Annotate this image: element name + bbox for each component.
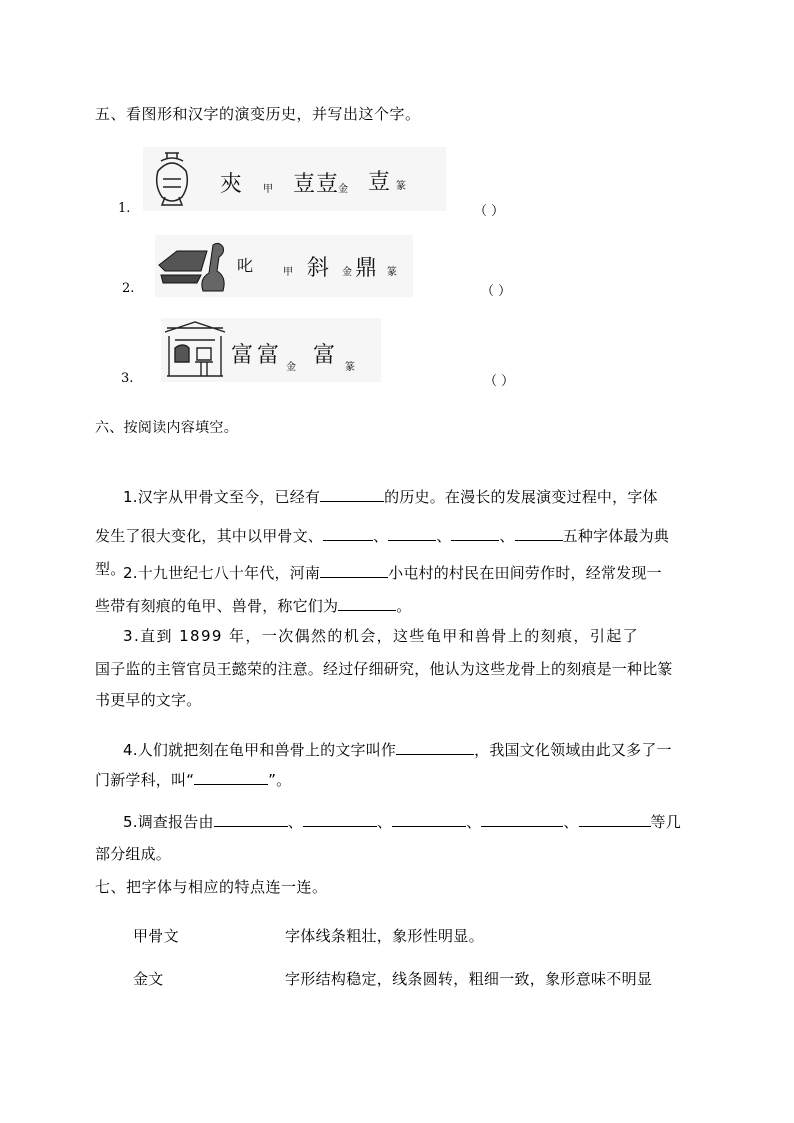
script-feature-2[interactable]: 字形结构稳定，线条圆转，粗细一致，象形意味不明显 — [285, 970, 653, 988]
answer-blank[interactable] — [579, 812, 651, 827]
answer-blank[interactable] — [338, 596, 396, 611]
separator: 、 — [373, 527, 389, 545]
question-text: 的历史。在漫长的发展演变过程中，字体 — [384, 488, 658, 506]
separator: 、 — [563, 813, 579, 831]
evolution-image-1 — [143, 147, 446, 211]
script-label: 篆 — [387, 267, 397, 278]
question-text: 发生了很大变化，其中以甲骨文、 — [95, 527, 324, 545]
script-label: 金 — [338, 184, 348, 195]
script-label: 甲 — [283, 267, 293, 278]
separator: 、 — [376, 813, 393, 831]
question-2-line1 — [123, 557, 723, 590]
answer-blank[interactable] — [303, 812, 377, 827]
question-text: 型。 — [95, 560, 126, 578]
question-text: 门新学科，叫“ — [95, 771, 195, 789]
answer-blank[interactable] — [451, 526, 499, 541]
question-text: ，我国文化领域由此又多了一 — [474, 741, 672, 759]
seal-glyph-3: 富 — [313, 343, 336, 368]
question-2-line2 — [95, 590, 411, 623]
section5-title: 五、看图形和汉字的演变历史，并写出这个字。 — [95, 105, 421, 123]
answer-blank[interactable] — [194, 770, 268, 785]
separator: 、 — [287, 813, 303, 831]
question-text: 4.人们就把刻在龟甲和兽骨上的文字叫作 — [123, 741, 397, 759]
evolution-image-3 — [161, 318, 381, 382]
separator: 、 — [436, 527, 452, 545]
question-5-line2: 部分组成。 — [95, 845, 172, 863]
answer-blank[interactable] — [481, 812, 563, 827]
question-text: 5.调查报告由 — [123, 813, 214, 831]
question-text: 。 — [396, 597, 412, 615]
question-5-line1 — [123, 806, 743, 839]
script-label: 金 — [342, 267, 352, 278]
item-number: 3. — [121, 371, 134, 386]
script-label: 甲 — [263, 184, 273, 195]
bronze-glyph-1b: 壴 — [316, 172, 339, 197]
seal-glyph-1: 壴 — [368, 170, 391, 195]
question-text: 1.汉字从甲骨文至今，已经有 — [123, 488, 321, 506]
question-4-line2 — [95, 764, 291, 797]
answer-blank[interactable] — [396, 740, 474, 755]
seal-glyph-2: 鼎 — [355, 256, 378, 281]
script-label: 篆 — [345, 362, 355, 373]
item-number: 1. — [118, 201, 131, 216]
item-number: 2. — [122, 281, 135, 296]
question-text: 些带有刻痕的龟甲、兽骨，称它们为 — [95, 597, 339, 615]
question-text: ”。 — [268, 771, 292, 789]
script-name-bronze[interactable]: 金文 — [133, 970, 164, 988]
oracle-glyph-2: 叱 — [237, 256, 254, 275]
answer-paren[interactable]: （ ） — [484, 374, 515, 389]
question-text: 小屯村的村民在田间劳作时，经常发现一 — [388, 564, 662, 582]
bronze-glyph-3: 富 — [231, 343, 254, 368]
question-4-line1 — [123, 734, 723, 767]
evolution-image-2 — [155, 235, 413, 297]
answer-blank[interactable] — [323, 526, 373, 541]
section6-title: 六、按阅读内容填空。 — [95, 420, 238, 436]
answer-blank[interactable] — [388, 526, 436, 541]
question-3-line3: 书更早的文字。 — [95, 691, 202, 709]
answer-blank[interactable] — [515, 526, 563, 541]
answer-paren[interactable]: （ ） — [474, 204, 505, 219]
bronze-glyph-1: 壴 — [293, 172, 316, 197]
script-label: 篆 — [396, 181, 406, 192]
answer-blank[interactable] — [214, 812, 288, 827]
bronze-glyph-2: 斜 — [307, 256, 330, 281]
separator: 、 — [466, 813, 482, 831]
answer-blank[interactable] — [320, 563, 388, 578]
answer-blank[interactable] — [392, 812, 466, 827]
question-text: 2.十九世纪七八十年代，河南 — [123, 564, 321, 582]
script-label: 金 — [286, 362, 296, 373]
script-feature-1[interactable]: 字体线条粗壮，象形性明显。 — [285, 927, 484, 945]
bronze-glyph-3b: 富 — [257, 343, 280, 368]
separator: 、 — [499, 527, 515, 545]
oracle-glyph-1: 㚒 — [220, 172, 243, 197]
question-3-line2: 国子监的主管官员王懿荣的注意。经过仔细研究，他认为这些龙骨上的刻痕是一种比篆 — [95, 660, 673, 678]
question-text: 等几 — [650, 813, 681, 831]
answer-paren[interactable]: （ ） — [481, 284, 512, 299]
script-name-oracle[interactable]: 甲骨文 — [133, 927, 179, 945]
section7-title: 七、把字体与相应的特点连一连。 — [95, 878, 328, 896]
question-text: 五种字体最为典 — [562, 527, 670, 545]
question-3-line1: 3.直到 1899 年，一次偶然的机会，这些龟甲和兽骨上的刻痕，引起了 — [123, 627, 640, 645]
